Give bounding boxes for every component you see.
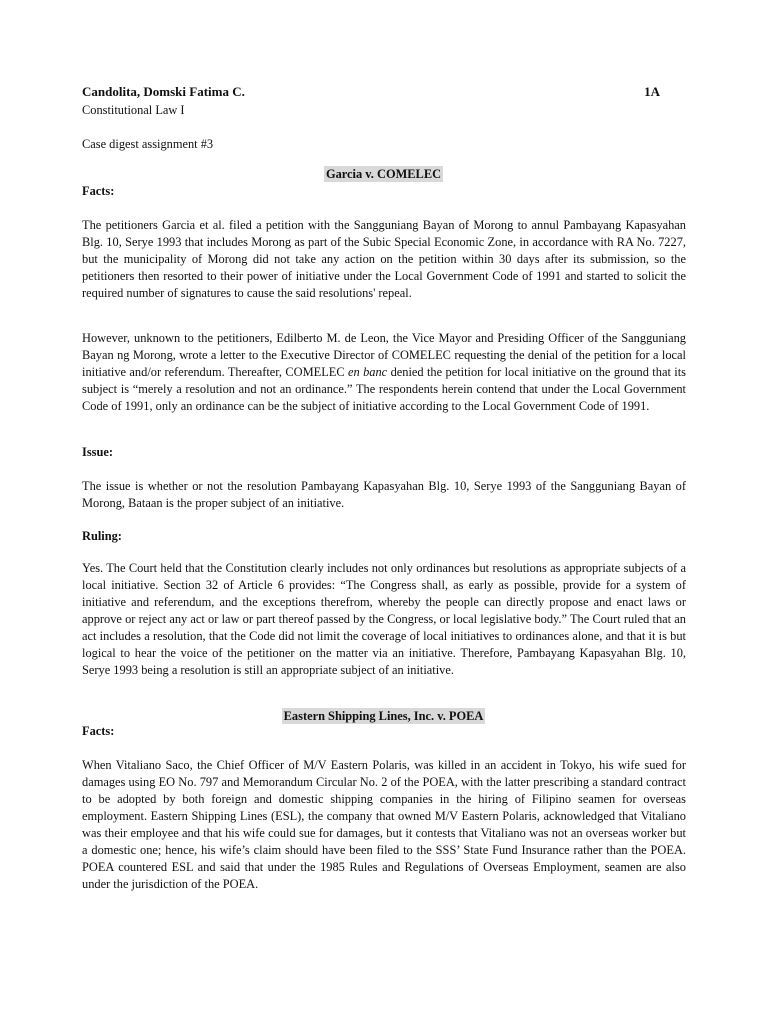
facts-paragraph bbox=[82, 330, 686, 415]
case-title-text: Garcia v. COMELEC bbox=[325, 167, 442, 181]
case-title bbox=[82, 708, 685, 725]
facts-paragraph: The petitioners Garcia et al. filed a petition with the Sangguniang Bayan of Morong to annul Pambayang Kapasyahan Blg. 10, Serye 1993 that includes Morong as part of the Subic Special Economic Zone, in accordance with RA No. 7227, but the municipality of Morong did not take any action on the petition within 30 days after its submission, so the petitioners then resorted to their power of initiative under the Local Government Code of 1991 and started to solicit the required number of signatures to cause the said resolutions' repeal. bbox=[82, 218, 686, 300]
ruling-paragraph: Yes. The Court held that the Constitution clearly includes not only ordinances but resolutions as appropriate subjects of a local initiative. Section 32 of Article 6 provides: “The Congress shall, as early as possible, provide for a system of initiative and referendum, and the exceptions therefrom, whereby the people can directly propose and enact laws or approve or reject any act or law or part thereof passed by the Congress, or local legislative body.” The Court ruled that an act includes a resolution, that the Code did not limit the coverage of local initiatives to ordinances alone, and that it is but logical to hear the voice of the petitioner on the matter via an initiative. Therefore, Pambayang Kapasyahan Blg. 10, Serye 1993 being a resolution is still an appropriate subject of an initiative. bbox=[82, 561, 686, 677]
header-row bbox=[82, 84, 660, 102]
case-title-text: Eastern Shipping Lines, Inc. v. POEA bbox=[283, 709, 484, 723]
section-label: 1A bbox=[644, 84, 660, 99]
issue-paragraph: The issue is whether or not the resolution Pambayang Kapasyahan Blg. 10, Serye 1993 of the Sangguniang Bayan of Morong, Bataan is the proper subject of an initiative. bbox=[82, 479, 686, 510]
ruling-heading: Ruling: bbox=[82, 529, 122, 543]
case-title bbox=[82, 166, 685, 183]
facts-italic-text: en banc bbox=[348, 365, 388, 379]
issue-heading: Issue: bbox=[82, 445, 113, 459]
assignment-label: Case digest assignment #3 bbox=[82, 137, 214, 151]
facts-text: However, unknown to the petitioners, Edilberto M. de Leon, the Vice Mayor and Presiding Officer of the Sangguniang Bayan ng Morong, wrote a letter to the Executive Director of COMELEC requesting the denial of the petition for a local initiative and/or referendum. Thereafter, COMELEC bbox=[82, 331, 686, 379]
facts-text: denied the petition for local initiative on the ground that its subject is “merely a resolution and not an ordinance.” The respondents herein contend that under the Local Government Code of 1991, only an ordinance can be the subject of initiative according to the Local Government Code of 1991. bbox=[82, 365, 686, 413]
facts-heading: Facts: bbox=[82, 724, 115, 738]
facts-paragraph: When Vitaliano Saco, the Chief Officer of M/V Eastern Polaris, was killed in an accident in Tokyo, his wife sued for damages using EO No. 797 and Memorandum Circular No. 2 of the POEA, with the latter prescribing a standard contract to be adopted by both foreign and domestic shipping companies in the hiring of Filipino seamen for overseas employment. Eastern Shipping Lines (ESL), the company that owned M/V Eastern Polaris, acknowledged that Vitaliano was their employee and that his wife could sue for damages, but it contests that Vitaliano was not an overseas worker but a domestic one; hence, his wife’s claim should have been filed to the SSS’ State Fund Insurance rather than the POEA. POEA countered ESL and said that under the 1985 Rules and Regulations of Overseas Employment, seamen are also under the jurisdiction of the POEA. bbox=[82, 758, 686, 891]
author-name: Candolita, Domski Fatima C. bbox=[82, 84, 245, 99]
facts-heading: Facts: bbox=[82, 184, 115, 198]
course-name: Constitutional Law I bbox=[82, 103, 185, 117]
